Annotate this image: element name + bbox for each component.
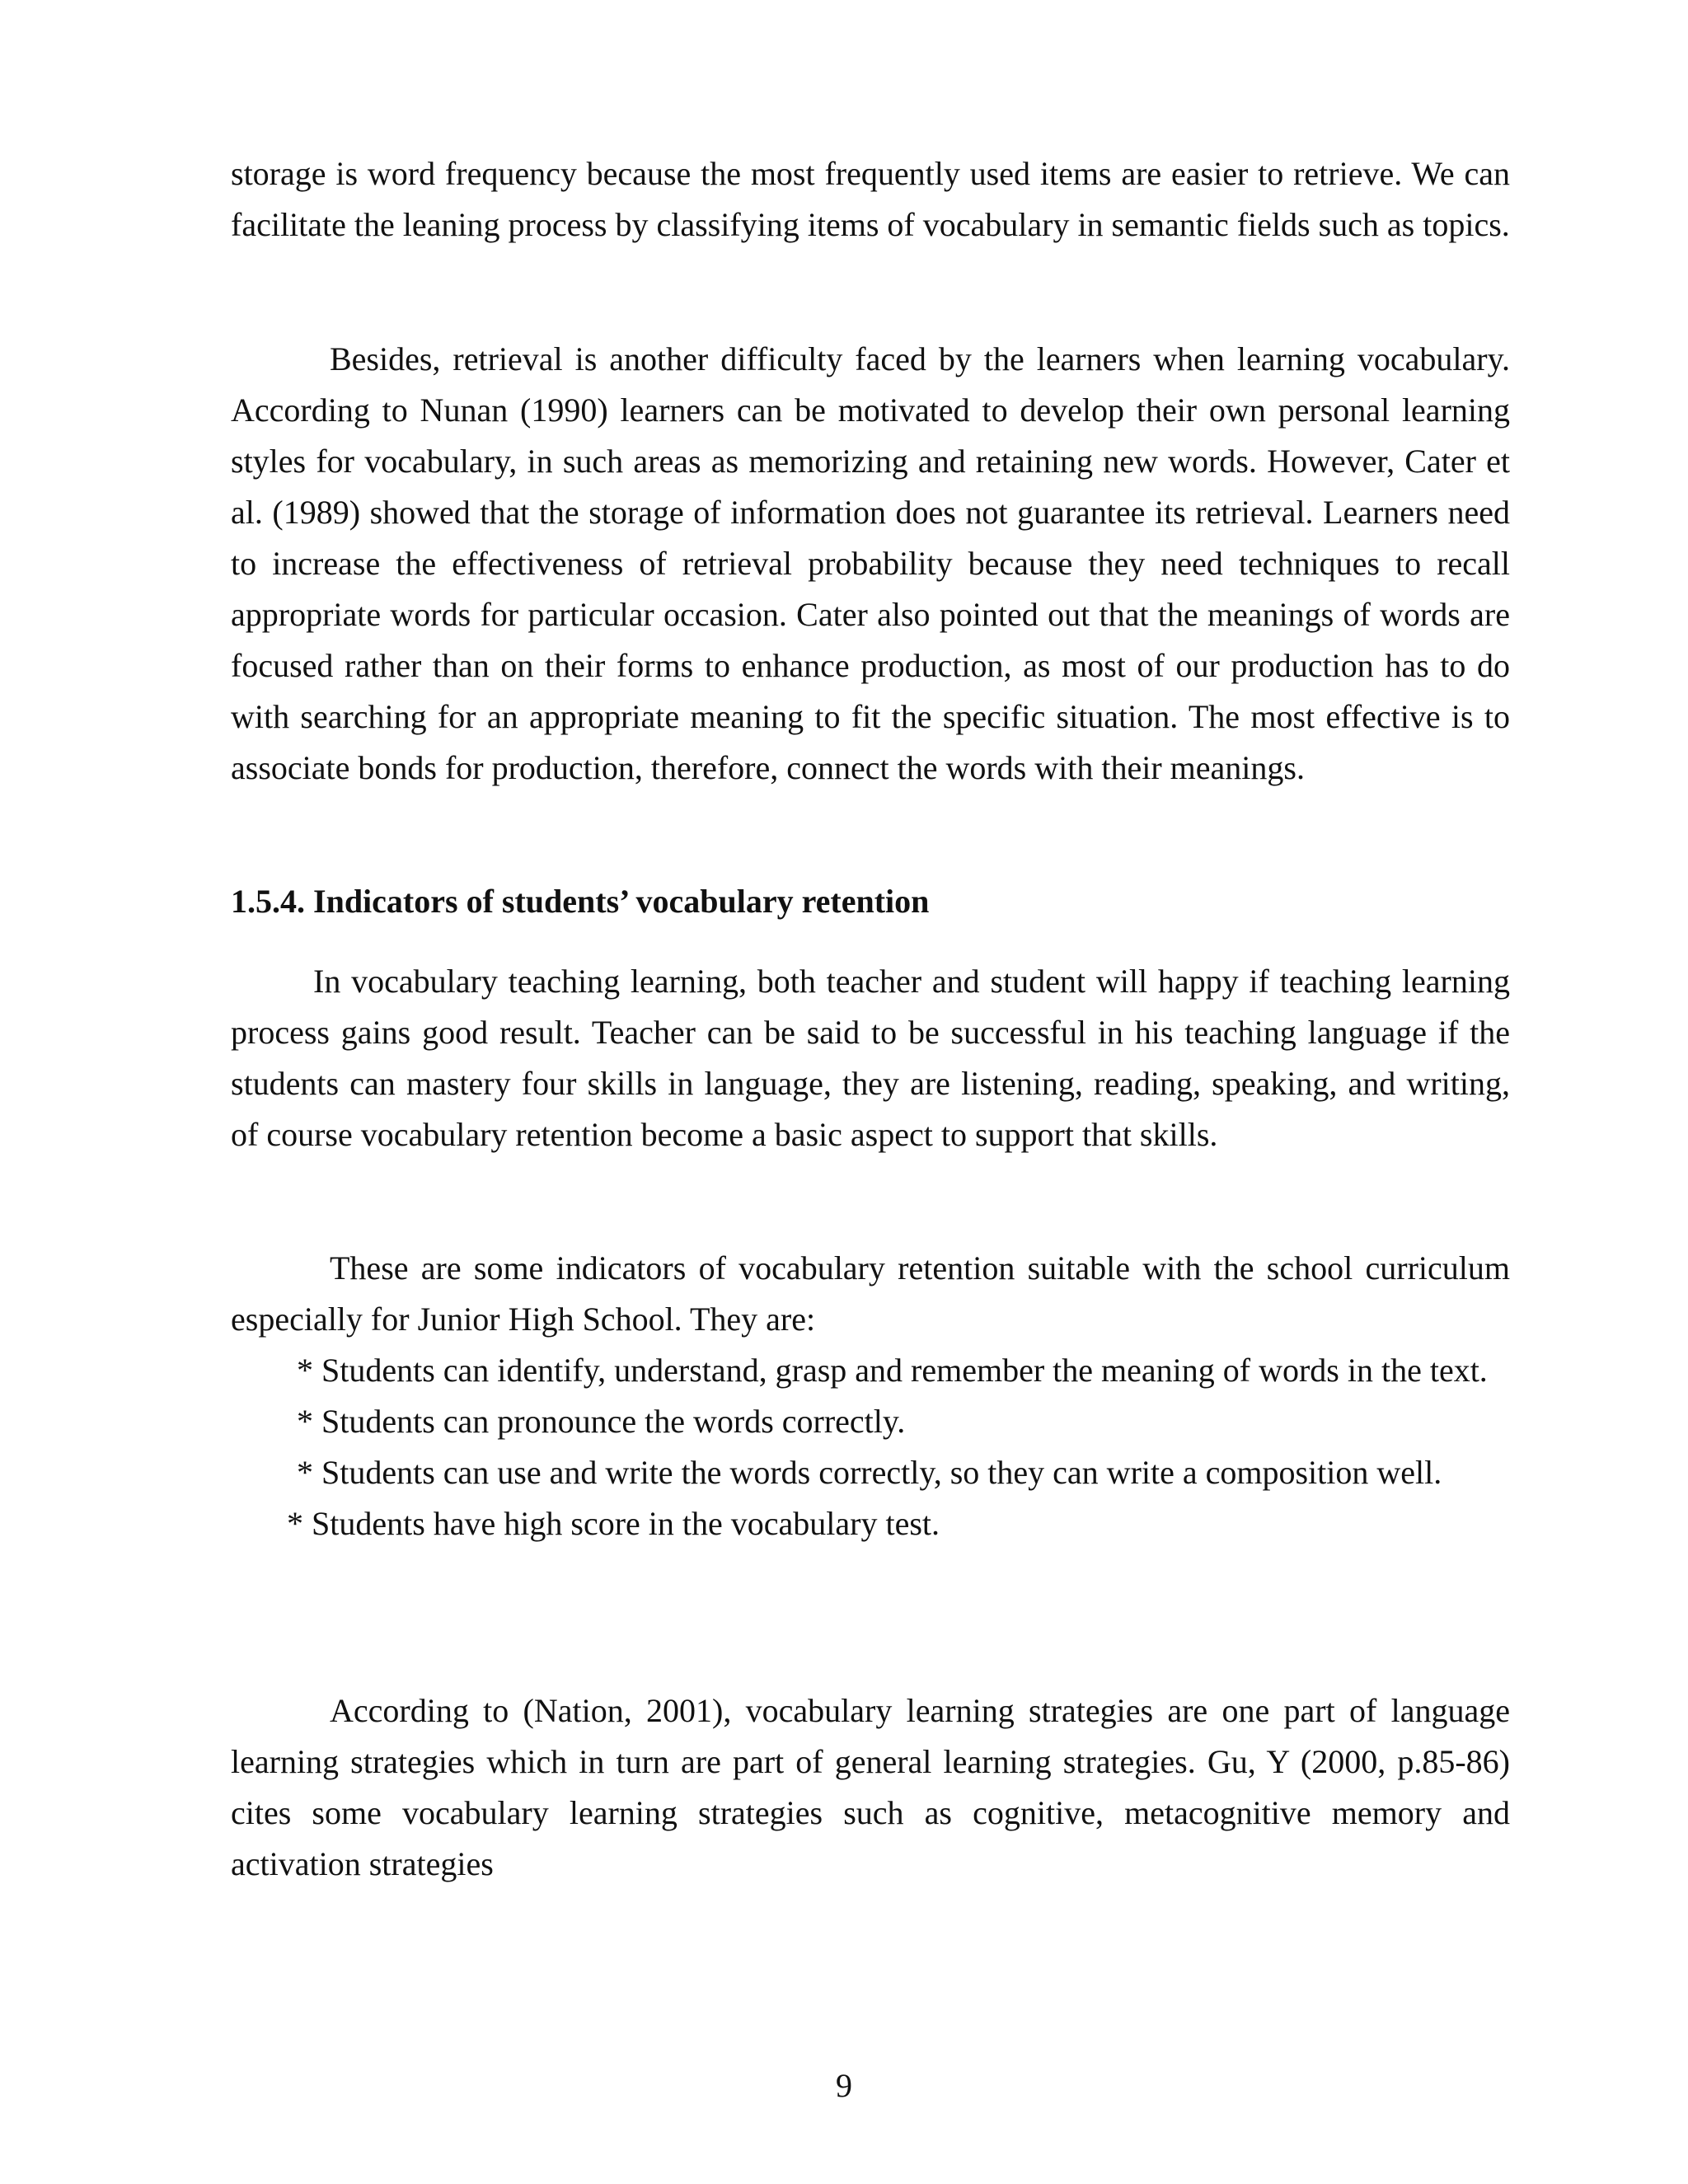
paragraph-storage: storage is word frequency because the most frequently used items are easier to retrieve. We can facilitate the leaning process by classifying items of vocabulary in semantic fields such as topics. (231, 155, 1510, 243)
section-heading: 1.5.4. Indicators of students’ vocabulary retention (231, 883, 930, 920)
paragraph-teaching: In vocabulary teaching learning, both teacher and student will happy if teaching learning process gains good result. Teacher can be said to be successful in his teaching language if the students can mastery four skills in language, they are listening, reading, speaking, and writing, of course vocabulary retention become a basic aspect to support that skills. (231, 963, 1510, 1153)
paragraph-indicators-intro: These are some indicators of vocabulary retention suitable with the school curriculum especially for Junior High School. They are: (231, 1249, 1510, 1338)
indicator-item: * Students can use and write the words correctly, so they can write a composition well. (297, 1454, 1442, 1491)
indicator-item: * Students can pronounce the words correctly. (297, 1403, 906, 1440)
indicator-item: * Students can identify, understand, grasp and remember the meaning of words in the text. (297, 1352, 1488, 1389)
page-number: 9 (836, 2067, 852, 2104)
paragraph-retrieval: Besides, retrieval is another difficulty faced by the learners when learning vocabulary. According to Nunan (1990) learners can be motivated to develop their own personal learning styles for vocabulary, in such areas as memorizing and retaining new words. However, Cater et al. (1989) showed that the storage of information does not guarantee its retrieval. Learners need to increase the effectiveness of retrieval probability because they need techniques to recall appropriate words for particular occasion. Cater also pointed out that the meanings of words are focused rather than on their forms to enhance production, as most of our production has to do with searching for an appropriate meaning to fit the specific situation. The most effective is to associate bonds for production, therefore, connect the words with their meanings. (231, 340, 1510, 786)
paragraph-strategies: According to (Nation, 2001), vocabulary learning strategies are one part of language learning strategies which in turn are part of general learning strategies. Gu, Y (2000, p.85-86) cites some vocabulary learning strategies such as cognitive, metacognitive memory and activation strategies (231, 1692, 1510, 1882)
indicator-list (231, 1345, 1510, 1549)
indicator-item: * Students have high score in the vocabulary test. (287, 1505, 940, 1542)
